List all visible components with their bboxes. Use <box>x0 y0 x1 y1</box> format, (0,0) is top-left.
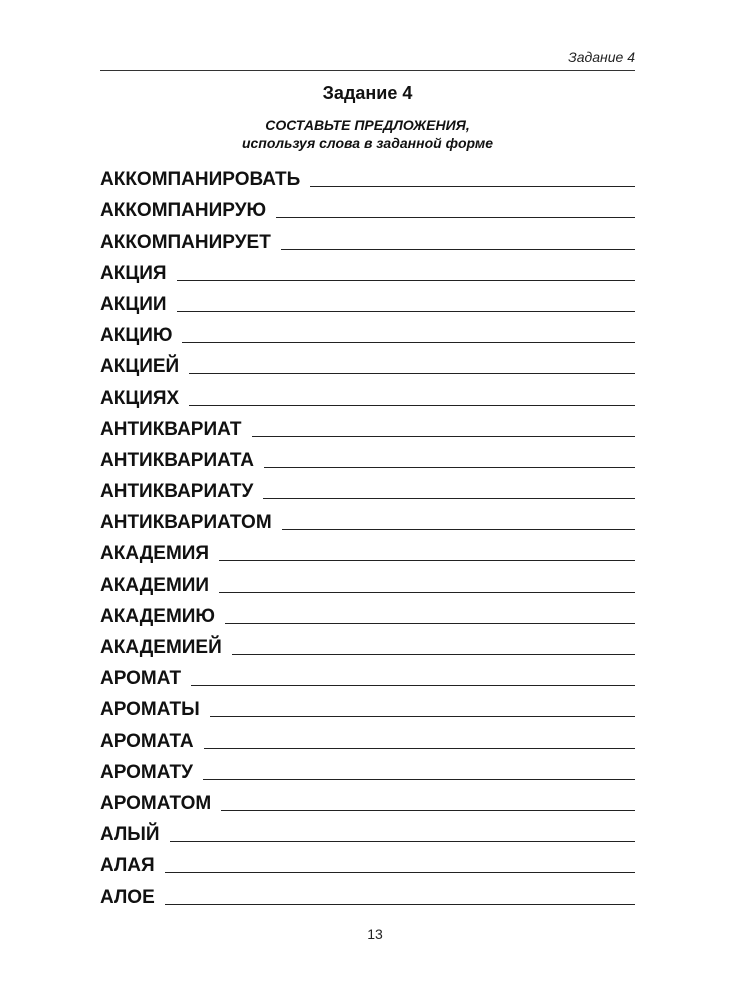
word: АРОМАТУ <box>100 761 193 783</box>
write-line <box>263 498 635 499</box>
word: АНТИКВАРИАТУ <box>100 481 254 503</box>
word: АКАДЕМИЮ <box>100 605 216 627</box>
write-line <box>189 373 635 374</box>
instruction-line-1: СОСТАВЬТЕ ПРЕДЛОЖЕНИЯ, <box>265 117 470 133</box>
word-row <box>100 597 635 628</box>
word-row <box>100 222 635 253</box>
word: АКЦИЯ <box>100 262 167 284</box>
word-row <box>100 753 635 784</box>
word: АКАДЕМИЯ <box>100 543 210 565</box>
word-row <box>100 285 635 316</box>
write-line <box>225 623 635 624</box>
word-row <box>100 160 635 191</box>
word-row <box>100 316 635 347</box>
write-line <box>203 779 635 780</box>
write-line <box>170 841 635 842</box>
write-line <box>310 186 635 187</box>
write-line <box>165 904 635 905</box>
running-header: Задание 4 <box>568 49 635 65</box>
write-line <box>252 436 635 437</box>
word-row <box>100 628 635 659</box>
word-row <box>100 410 635 441</box>
word: АКАДЕМИЕЙ <box>100 637 222 658</box>
write-line <box>177 280 635 281</box>
word-row <box>100 721 635 752</box>
word: АККОМПАНИРУЮ <box>100 200 267 222</box>
word: АКЦИЮ <box>100 325 173 347</box>
write-line <box>264 467 635 468</box>
word-row <box>100 659 635 690</box>
write-line <box>219 560 635 561</box>
instruction-line-2: используя слова в заданной форме <box>241 135 494 151</box>
word-row <box>100 347 635 378</box>
word-list <box>100 160 635 909</box>
word: АКЦИИ <box>100 293 167 315</box>
word: АНТИКВАРИАТА <box>100 449 255 471</box>
write-line <box>282 529 635 530</box>
word: АРОМАТЫ <box>100 699 200 721</box>
word: АРОМАТА <box>100 730 194 752</box>
write-line <box>189 405 635 406</box>
word-row <box>100 877 635 908</box>
word: АКЦИЯХ <box>100 387 180 409</box>
word-row <box>100 191 635 222</box>
word-row <box>100 534 635 565</box>
word-row <box>100 784 635 815</box>
word-row <box>100 690 635 721</box>
word: АКАДЕМИИ <box>100 574 210 596</box>
header-rule <box>100 70 635 71</box>
write-line <box>210 716 635 717</box>
word: АРОМАТОМ <box>100 792 212 814</box>
write-line <box>276 217 635 218</box>
write-line <box>281 249 635 250</box>
word-row <box>100 441 635 472</box>
word-row <box>100 815 635 846</box>
write-line <box>221 810 635 811</box>
write-line <box>177 311 635 312</box>
word: АРОМАТ <box>100 668 182 690</box>
word: АЛОЕ <box>100 886 155 908</box>
word-row <box>100 503 635 534</box>
write-line <box>232 654 635 655</box>
task-title: Задание 4 <box>322 83 413 103</box>
write-line <box>191 685 635 686</box>
word-row <box>100 846 635 877</box>
word-row <box>100 565 635 596</box>
word-row <box>100 378 635 409</box>
page-number: 13 <box>367 926 383 942</box>
word: АКЦИЕЙ <box>100 356 180 378</box>
word: АНТИКВАРИАТ <box>100 418 242 440</box>
write-line <box>165 872 635 873</box>
write-line <box>182 342 635 343</box>
write-line <box>204 748 635 749</box>
word: АККОМПАНИРУЕТ <box>100 231 271 253</box>
word-row <box>100 254 635 285</box>
word: АЛАЯ <box>100 855 155 877</box>
word-row <box>100 472 635 503</box>
word: АККОМПАНИРОВАТЬ <box>100 169 301 191</box>
word: АЛЫЙ <box>100 824 160 846</box>
word: АНТИКВАРИАТОМ <box>100 512 272 534</box>
write-line <box>219 592 635 593</box>
